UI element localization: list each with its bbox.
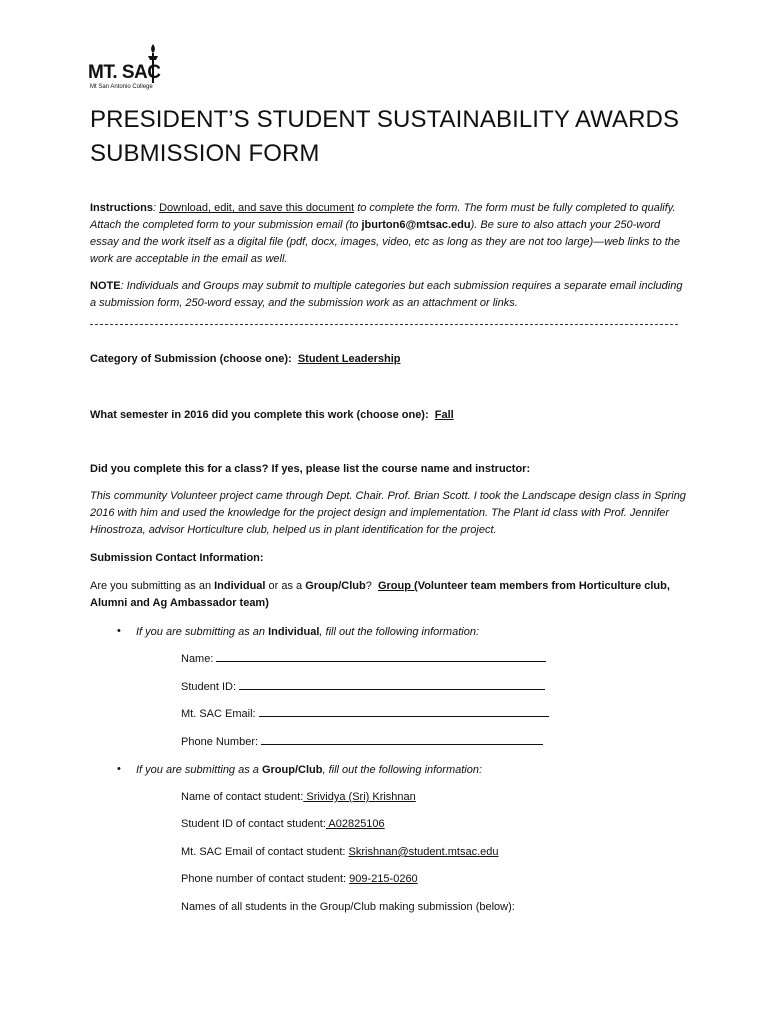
category-line [90, 351, 690, 368]
group-contact-id-value[interactable]: A02825106 [325, 818, 385, 830]
individual-name-field: Name: [181, 651, 546, 668]
group-contact-name-field: Name of contact student: Srividya (Sri) Krishnan [181, 791, 416, 803]
group-members-label: Names of all students in the Group/Club making submission (below): [181, 901, 515, 913]
group-contact-id-field: Student ID of contact student: A02825106 [181, 818, 385, 830]
bullet-icon: • [117, 763, 121, 775]
class-question: Did you complete this for a class? If yes, please list the course name and instructor: [90, 463, 531, 475]
group-instruction: If you are submitting as a Group/Club, fill out the following information: [136, 764, 483, 776]
logo-title: MT. SAC [88, 62, 161, 83]
note-paragraph: NOTE: Individuals and Groups may submit to multiple categories but each submission requires a separate email including a submission form, 250-word essay, and the submission work as an attachment or links. [90, 280, 683, 309]
individual-instruction: If you are submitting as an Individual, fill out the following information: [136, 626, 480, 638]
individual-email-field: Mt. SAC Email: [181, 706, 549, 723]
semester-value[interactable]: Fall [434, 409, 454, 421]
class-answer[interactable]: This community Volunteer project came through Dept. Chair. Prof. Brian Scott. I took the Landscape design class in Spring 2016 with him and used the knowledge for the project design and implementation. The Plant id class with Prof. Jennifer Hinostroza, advisor Horticulture club, helped us in plant identification for the project. [90, 490, 686, 536]
title-line-1: PRESIDENT’S STUDENT SUSTAINABILITY AWARDS [90, 106, 680, 133]
semester-label: What semester in 2016 did you complete this work (choose one): [90, 409, 429, 421]
group-contact-email-value[interactable]: Skrishnan@student.mtsac.edu [348, 846, 499, 858]
instructions-paragraph: Instructions: Download, edit, and save this document to complete the form. The form must be fully completed to qualify. Attach the completed form to your submission email (to jburton6@mtsac.edu). Be sure to also attach your 250-word essay and the work itself as a digital file (pdf, docx, images, video, etc as long as they are not too large)—web links to the work are acceptable in the email as well. [90, 202, 681, 265]
download-link[interactable]: Download, edit, and save this document [159, 202, 355, 214]
section-divider [90, 324, 678, 325]
group-question: Are you submitting as an Individual or as a Group/Club? Group (Volunteer team members from Horticulture club, Alumni and Ag Ambassador team) [90, 580, 670, 609]
bullet-icon: • [117, 625, 121, 637]
individual-id-input[interactable] [239, 679, 545, 690]
contact-heading: Submission Contact Information: [90, 552, 264, 564]
group-contact-email-field: Mt. SAC Email of contact student: Skrishnan@student.mtsac.edu [181, 846, 499, 858]
group-answer[interactable]: Group (Volunteer team members from Horticulture club, Alumni and Ag Ambassador team) [90, 580, 670, 609]
group-contact-phone-value[interactable]: 909-215-0260 [349, 873, 418, 885]
group-contact-name-value[interactable]: Srividya (Sri) Krishnan [303, 791, 416, 803]
semester-line [90, 407, 690, 424]
title-line-2: SUBMISSION FORM [90, 140, 320, 167]
mt-sac-logo [88, 42, 168, 96]
submission-email: jburton6@mtsac.edu [361, 219, 471, 231]
individual-email-input[interactable] [259, 706, 549, 717]
category-value[interactable]: Student Leadership [297, 353, 401, 365]
category-label: Category of Submission (choose one): [90, 353, 292, 365]
instructions-label: Instructions [90, 202, 153, 214]
page-title [90, 103, 690, 171]
individual-phone-field: Phone Number: [181, 734, 543, 751]
group-contact-phone-field: Phone number of contact student: 909-215-0260 [181, 873, 418, 885]
individual-phone-input[interactable] [261, 734, 543, 745]
individual-name-input[interactable] [216, 651, 546, 662]
logo-subtitle: Mt San Antonio College [90, 84, 153, 90]
individual-id-field: Student ID: [181, 679, 545, 696]
note-label: NOTE [90, 280, 121, 292]
